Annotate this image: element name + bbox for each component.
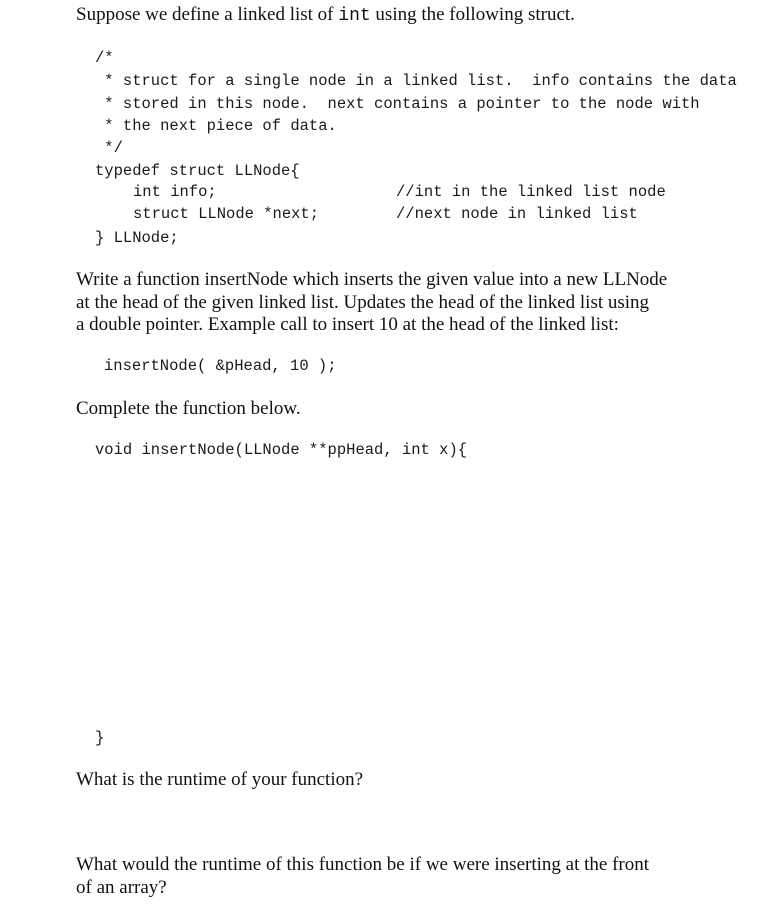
field-info: int info; [133, 183, 217, 201]
comment-open: /* [95, 49, 114, 67]
intro-text [76, 3, 575, 28]
intro-type: int [338, 6, 371, 26]
complete-prompt: Complete the function below. [76, 398, 301, 419]
function-body-answer-area[interactable] [95, 465, 735, 720]
function-signature: void insertNode(LLNode **ppHead, int x){ [95, 441, 468, 459]
comment-close: */ [95, 139, 123, 157]
runtime-answer-area[interactable] [95, 795, 735, 850]
comment-line-3: * the next piece of data. [95, 117, 337, 135]
field-next: struct LLNode *next; [133, 205, 320, 223]
question-1-line-1: Write a function insertNode which inserts the given value into a new LLNode [76, 269, 668, 290]
question-3-line-1: What would the runtime of this function be if we were inserting at the front [76, 854, 650, 875]
function-close: } [95, 729, 105, 747]
question-3-line-2: of an array? [76, 877, 167, 898]
field-next-comment: //next node in linked list [396, 205, 638, 223]
question-1-line-2: at the head of the given linked list. Updates the head of the linked list using [76, 292, 650, 313]
example-call: insertNode( &pHead, 10 ); [104, 357, 337, 375]
typedef-line: typedef struct LLNode{ [95, 162, 300, 180]
question-2: What is the runtime of your function? [76, 769, 364, 790]
intro-after: using the following struct. [370, 4, 575, 25]
question-1-line-3: a double pointer. Example call to insert 10 at the head of the linked list: [76, 314, 619, 335]
field-info-comment: //int in the linked list node [396, 183, 666, 201]
struct-closing: } LLNode; [95, 229, 179, 247]
intro-before: Suppose we define a linked list of [76, 4, 339, 25]
comment-line-1: * struct for a single node in a linked list. info contains the data [95, 72, 737, 90]
comment-line-2: * stored in this node. next contains a pointer to the node with [95, 95, 700, 113]
